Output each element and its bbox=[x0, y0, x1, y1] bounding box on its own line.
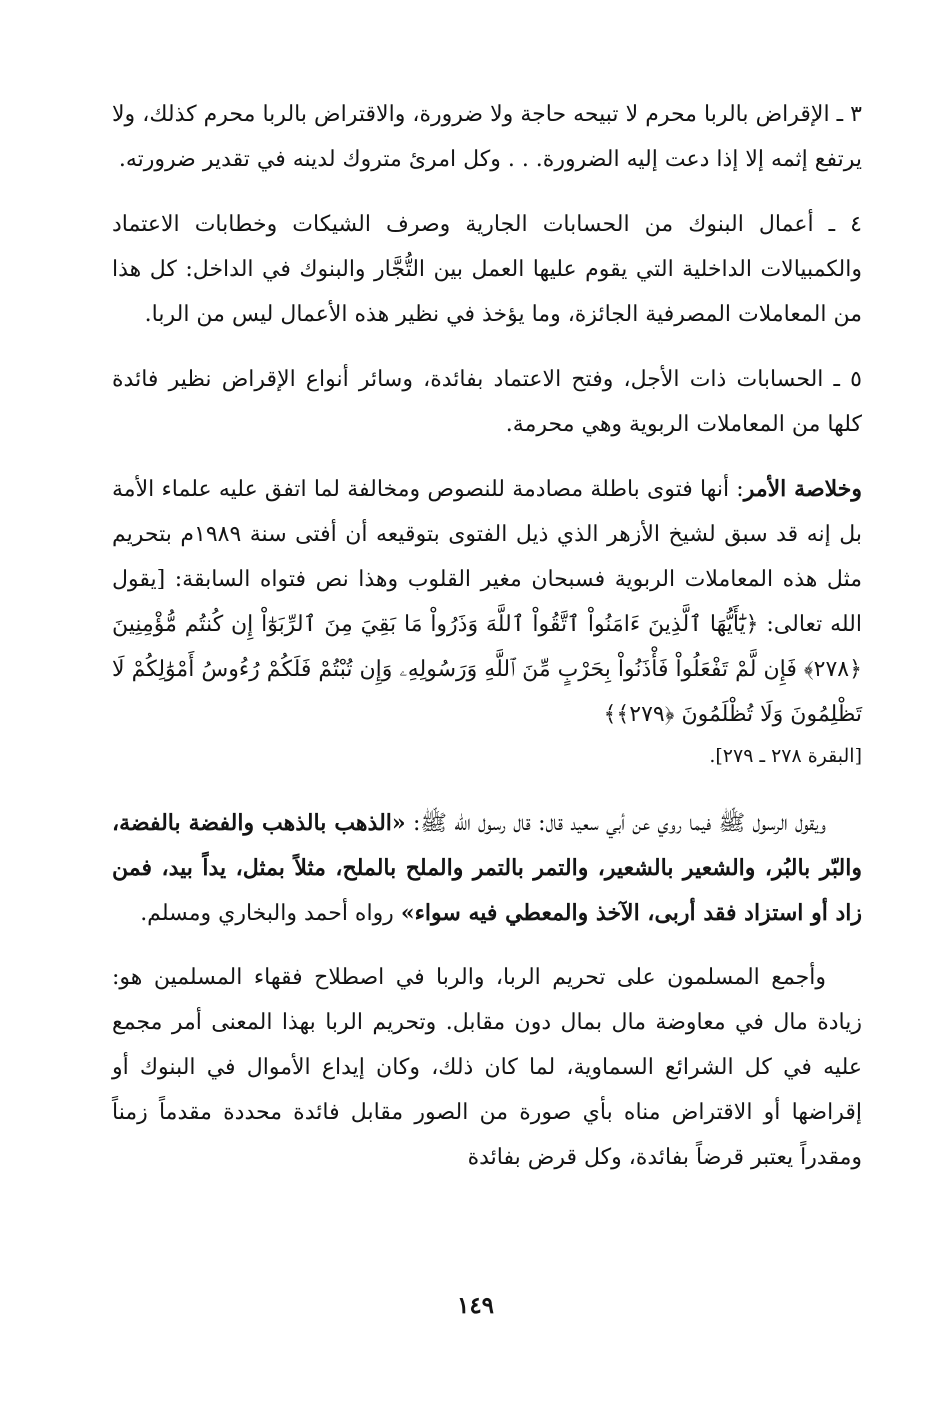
page-body bbox=[112, 92, 862, 1180]
paragraph-item-3: ٣ ـ الإقراض بالربا محرم لا تبيحه حاجة ولا ضرورة، والاقتراض بالربا محرم كذلك، ولا يرتفع إثمه إلا إذا دعت إليه الضرورة. . . وكل امرئ متروك لدينه في تقدير ضرورته. bbox=[112, 102, 862, 172]
paragraph-summary bbox=[112, 467, 862, 737]
paragraph-item-5: ٥ ـ الحسابات ذات الأجل، وفتح الاعتماد بفائدة، وسائر أنواع الإقراض نظير فائدة كلها من المعاملات الربوية وهي محرمة. bbox=[112, 367, 862, 437]
verse-reference: [البقرة ٢٧٨ ـ ٢٧٩]. bbox=[709, 745, 862, 767]
paragraph-consensus: وأجمع المسلمون على تحريم الربا، والربا في اصطلاح فقهاء المسلمين هو: زيادة مال في معاوضة مال بمال دون مقابل. وتحريم الربا بهذا المعنى أمر مجمع عليه في كل الشرائع السماوية، لما كان ذلك، وكان إيداع الأموال في البنوك أو إقراضها أو الاقتراض مناه بأي صورة من الصور مقابل فائدة محددة مقدماً زمناً ومقدراً يعتبر قرضاً بفائدة، وكل قرض بفائدة bbox=[112, 965, 862, 1170]
page-number: ١٤٩ bbox=[456, 1292, 495, 1319]
hadith-text: «الذهب بالذهب والفضة بالفضة، والبّر بالبُر، والشعير بالشعير، والتمر بالتمر والملح بالملح، مثلاً بمثل، يداً بيد، فمن زاد أو استزاد فقد أربى، الآخذ والمعطي فيه سواء» bbox=[112, 810, 862, 926]
summary-text: : أنها فتوى باطلة مصادمة للنصوص ومخالفة لما اتفق عليه علماء الأمة بل إنه قد سبق لشيخ الأزهر الذي ذيل الفتوى بتوقيعه أن أفتى سنة ١٩٨٩م بتحريم مثل هذه المعاملات الربوية فسبحان مغير القلوب وهذا نص فتواه السابقة: [يقول الله تعالى: bbox=[112, 477, 863, 637]
paragraph-item-4: ٤ ـ أعمال البنوك من الحسابات الجارية وصرف الشيكات وخطابات الاعتماد والكمبيالات الداخلية التي يقوم عليها العمل بين التُّجَّار والبنوك في الداخل: كل هذا من المعاملات المصرفية الجائزة، وما يؤخذ في نظير هذه الأعمال ليس من الربا. bbox=[112, 212, 862, 327]
paragraph-hadith bbox=[112, 801, 862, 936]
hadith-source: رواه أحمد والبخاري ومسلم. bbox=[140, 901, 401, 926]
hadith-intro: ويقول الرسول ﷺ فيما روي عن أبي سعيد قال: قال رسول الله ﷺ: bbox=[405, 811, 826, 836]
quran-verse: ﴿يَٰٓأَيُّهَا ٱلَّذِينَ ءَامَنُواْ ٱتَّقُواْ ٱللَّهَ وَذَرُواْ مَا بَقِيَ مِنَ ٱلرِّبَوٰٓاْ إِن كُنتُم مُّؤْمِنِينَ ﴿٢٧٨﴾ فَإِن لَّمْ تَفْعَلُواْ فَأْذَنُواْ بِحَرْبٍ مِّنَ ٱللَّهِ وَرَسُولِهِۦ وَإِن تُبْتُمْ فَلَكُمْ رُءُوسُ أَمْوَٰلِكُمْ لَا تَظْلِمُونَ وَلَا تُظْلَمُونَ ﴿٢٧٩﴾﴾ bbox=[112, 612, 862, 727]
summary-label: وخلاصة الأمر bbox=[743, 476, 862, 502]
